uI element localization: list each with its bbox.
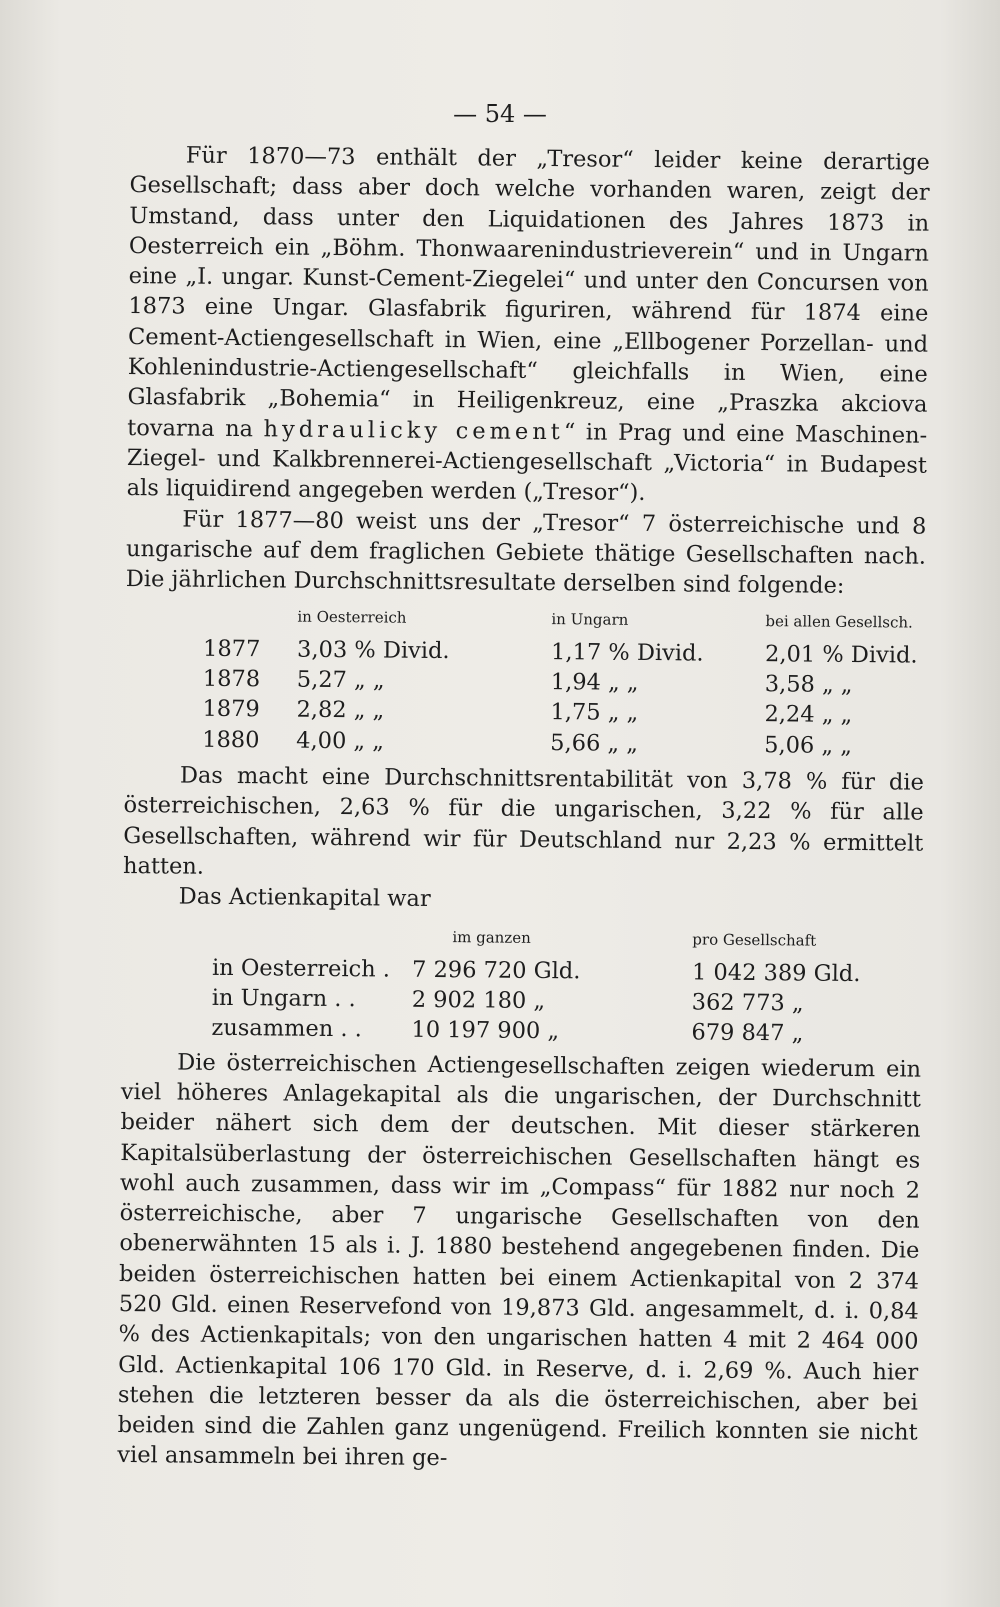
- paragraph-2: Für 1877—80 weist uns der „Tresor“ 7 österreichische und 8 ungarische auf dem fraglichen Gebiete thätige Gesellschaften nach. Die jährlichen Durchschnittsresultate derselben sind folgende:: [125, 506, 927, 600]
- dividend-oesterreich: 4,00 „ „: [296, 727, 385, 755]
- dividend-oesterreich: 3,03 % Divid.: [296, 636, 450, 664]
- page-number: — 54 —: [453, 100, 547, 128]
- table-row: [202, 724, 917, 761]
- capital-region: in Ungarn . .: [211, 984, 356, 1013]
- capital-per-company: 679 847 „: [691, 1019, 804, 1047]
- dividend-alle: 2,24 „ „: [764, 701, 853, 729]
- dividend-alle: 3,58 „ „: [764, 671, 853, 699]
- capital-total: 10 197 900 „: [411, 1017, 560, 1045]
- capital-per-company: 1 042 389 Gld.: [691, 959, 861, 987]
- table-row: [211, 1013, 860, 1050]
- capital-header-per-company: pro Gesellschaft: [692, 930, 817, 951]
- dividend-ungarn: 5,66 „ „: [550, 729, 639, 757]
- body-text: [117, 140, 930, 1478]
- dividend-table: [202, 601, 918, 761]
- capital-header-total: im ganzen: [452, 928, 531, 948]
- dividend-year: 1877: [202, 635, 261, 663]
- capital-region: in Oesterreich .: [211, 954, 391, 983]
- dividend-header-year: [203, 601, 297, 634]
- paragraph-3: Das macht eine Durchschnittsrentabilität von 3,78 % für die österreichischen, 2,63 % für die ungarischen, 3,22 % für alle Gesellschaften, während wir für Deutschland nur 2,23 % ermittelt hatten.: [122, 762, 924, 880]
- dividend-oesterreich: 2,82 „ „: [296, 696, 385, 724]
- dividend-year: 1880: [202, 726, 260, 753]
- capital-total: 7 296 720 Gld.: [411, 956, 581, 985]
- paragraph-1-part-2: “ in Prag und eine Maschinen-Ziegel- und Kalkbrennerei-Actiengesellschaft „Victoria“ in Budapest als liquidirend angegeben werden („Tresor“).: [126, 418, 928, 507]
- paragraph-1: [127, 140, 930, 511]
- dividend-header-alle: bei allen Gesellsch.: [765, 612, 913, 632]
- dividend-header-oesterreich: in Oesterreich: [297, 608, 407, 628]
- capital-per-company: 362 773 „: [691, 989, 804, 1017]
- dividend-ungarn: 1,17 % Divid.: [550, 638, 704, 667]
- capital-total: 2 902 180 „: [411, 986, 546, 1015]
- dividend-year: 1878: [202, 665, 261, 693]
- capital-table: [211, 920, 861, 1049]
- dividend-alle: 5,06 „ „: [764, 731, 853, 759]
- dividend-oesterreich: 5,27 „ „: [296, 666, 385, 694]
- capital-header-region: [212, 920, 412, 954]
- capital-region: zusammen . .: [211, 1015, 363, 1043]
- paragraph-4: Das Actienkapital war: [178, 883, 431, 913]
- paragraph-1-part-1: Für 1870—73 enthält der „Tresor“ leider keine derartige Gesellschaft; dass aber doch welche vorhanden waren, zeigt der Umstand, dass unter den Liquidationen des Jahres 1873 in Oesterreich ein „Böhm. Thonwaarenindustrieverein“ und in Ungarn eine „I. ungar. Kunst-Cement-Ziegelei“ und unter den Concursen von 1873 eine Ungar. Glasfabrik figuriren, während für 1874 eine Cement-Actiengesellschaft in Wien, eine „Ellbogener Porzellan- und Kohlenindustrie-Actiengesellschaft“ gleichfalls in Wien, eine Glasfabrik „Bohemia“ in Heiligenkreuz, eine „Praszka akciova tovarna na: [127, 142, 930, 442]
- dividend-ungarn: 1,94 „ „: [550, 669, 639, 696]
- dividend-header-ungarn: in Ungarn: [551, 610, 629, 630]
- paragraph-5: Die österreichischen Actiengesellschaften zeigen wiederum ein viel höheres Anlagekapital als die ungarischen, der Durchschnitt beider nähert sich dem der deutschen. Mit dieser stärkeren Kapitalsüberlastung der österreichischen Gesellschaften hängt es wohl auch zusammen, dass wir im „Compass“ für 1882 nur noch 2 österreichische, aber 7 ungarische Gesellschaften von den obenerwähnten 15 als i. J. 1880 bestehend angegebenen finden. Die beiden österreichischen hatten bei einem Actienkapital von 2 374 520 Gld. einen Reservefond von 19,873 Gld. angesammelt, d. i. 0,84 % des Actienkapitals; von den ungarischen hatten 4 mit 2 464 000 Gld. Actienkapital 106 170 Gld. in Reserve, d. i. 2,69 %. Auch hier stehen die letzteren besser da als die österreichischen, aber bei beiden sind die Zahlen ganz ungenügend. Freilich konnten sie nicht viel ansammeln bei ihren ge-: [117, 1049, 922, 1472]
- dividend-alle: 2,01 % Divid.: [764, 640, 918, 669]
- spaced-emphasis: hydraulicky cement: [263, 415, 564, 445]
- dividend-year: 1879: [202, 696, 260, 723]
- dividend-ungarn: 1,75 „ „: [550, 699, 639, 727]
